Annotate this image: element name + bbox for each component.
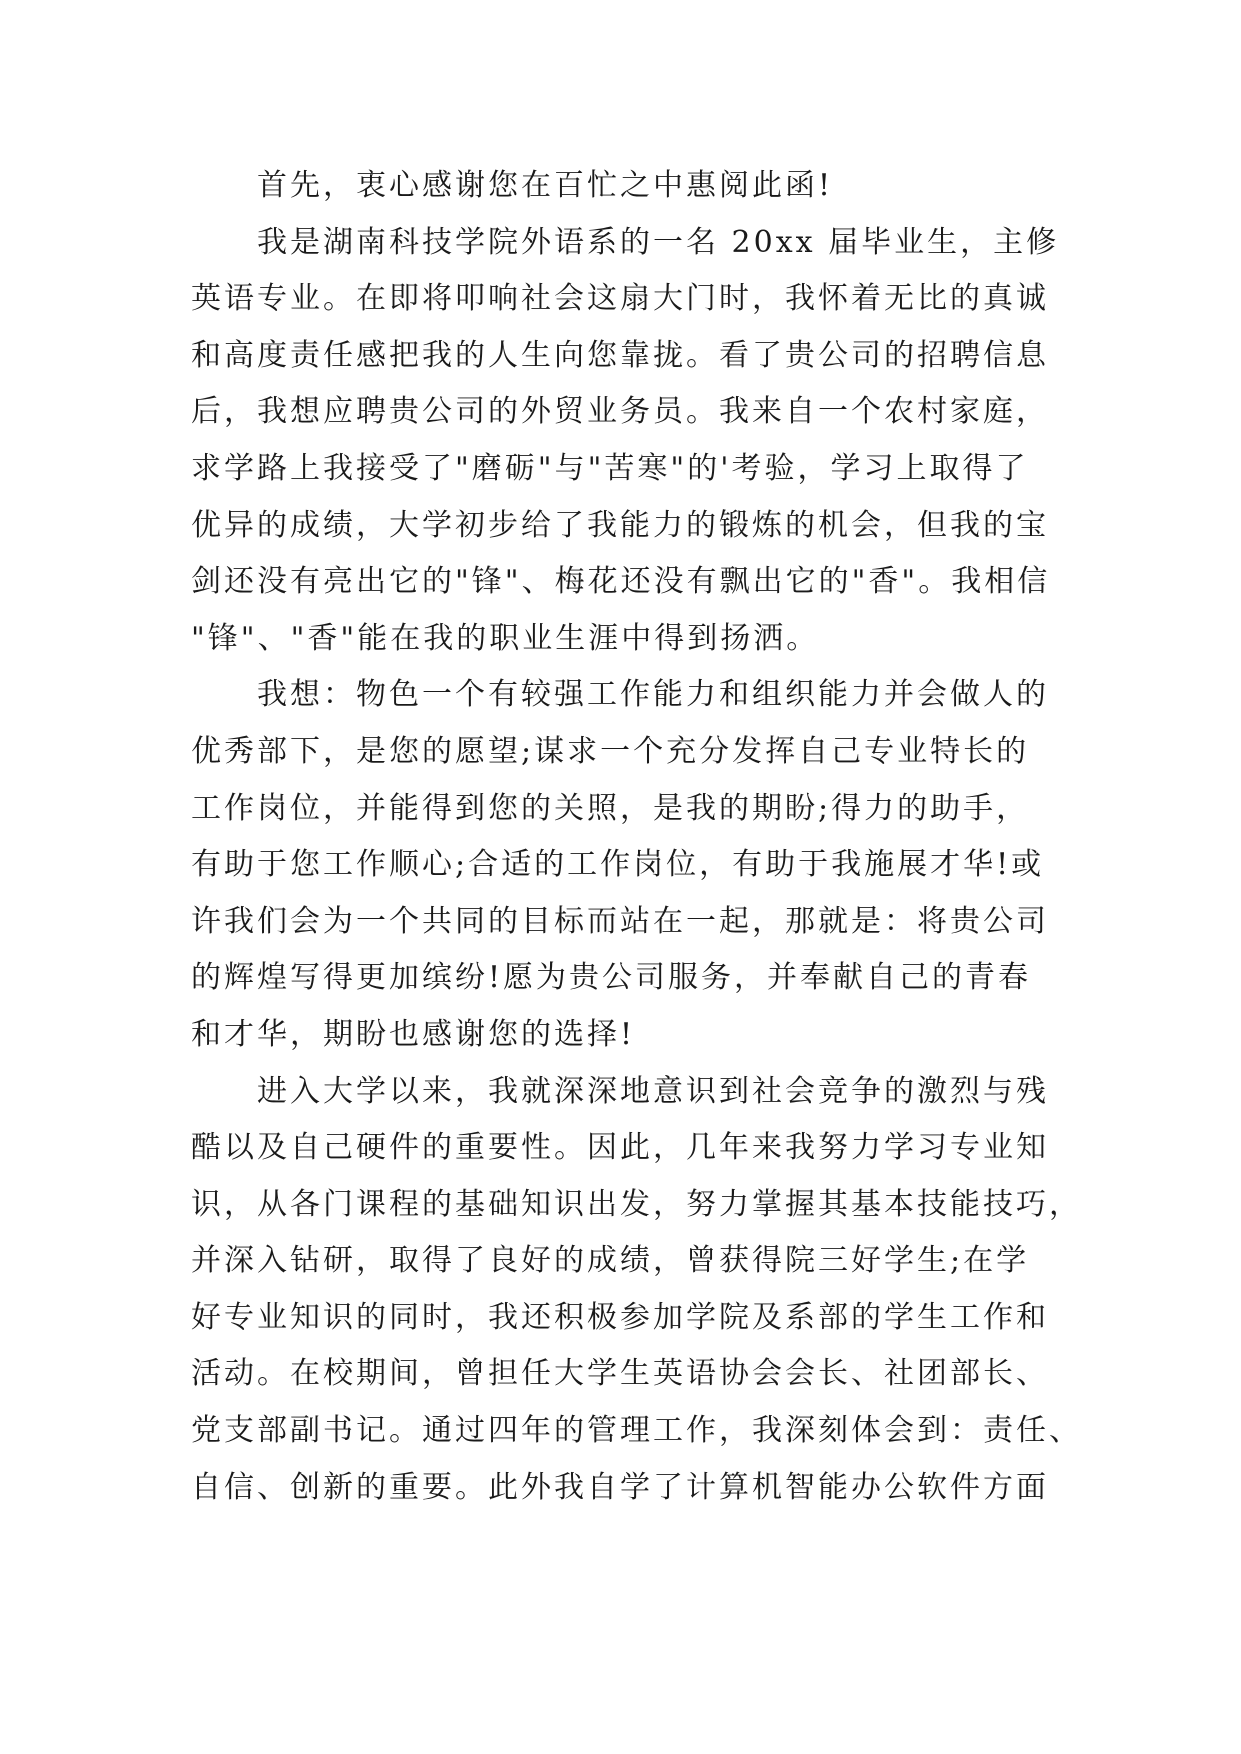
paragraph-4-line-7: 党支部副书记。通过四年的管理工作，我深刻体会到：责任、 (191, 1413, 1082, 1449)
paragraph-2-line-4: 后，我想应聘贵公司的外贸业务员。我来自一个农村家庭， (191, 394, 1049, 430)
paragraph-2-line-6: 优异的成绩，大学初步给了我能力的锻炼的机会，但我的宝 (191, 507, 1049, 543)
paragraph-2-line-2: 英语专业。在即将叩响社会这扇大门时，我怀着无比的真诚 (191, 281, 1049, 317)
paragraph-2-line-3: 和高度责任感把我的人生向您靠拢。看了贵公司的招聘信息 (191, 337, 1049, 373)
paragraph-4-line-3: 识，从各门课程的基础知识出发，努力掌握其基本技能技巧， (191, 1186, 1082, 1222)
paragraph-2-line-1: 我是湖南科技学院外语系的一名 20xx 届毕业生，主修 (257, 224, 1060, 260)
paragraph-3-line-1: 我想：物色一个有较强工作能力和组织能力并会做人的 (257, 677, 1049, 713)
paragraph-4-line-5: 好专业知识的同时，我还积极参加学院及系部的学生工作和 (191, 1299, 1049, 1335)
paragraph-4-line-6: 活动。在校期间，曾担任大学生英语协会会长、社团部长、 (191, 1356, 1049, 1392)
paragraph-3-line-2: 优秀部下，是您的愿望;谋求一个充分发挥自己专业特长的 (191, 733, 1030, 769)
letter-body (191, 158, 1082, 1516)
paragraph-3-line-5: 许我们会为一个共同的目标而站在一起，那就是：将贵公司 (191, 903, 1049, 939)
paragraph-3-line-7: 和才华，期盼也感谢您的选择! (191, 1016, 636, 1052)
paragraph-3-line-4: 有助于您工作顺心;合适的工作岗位，有助于我施展才华!或 (191, 847, 1045, 883)
paragraph-2-line-8: "锋"、"香"能在我的职业生涯中得到扬洒。 (191, 620, 820, 656)
paragraph-4-line-4: 并深入钻研，取得了良好的成绩，曾获得院三好学生;在学 (191, 1243, 1030, 1279)
paragraph-3-line-6: 的辉煌写得更加缤纷!愿为贵公司服务，并奉献自己的青春 (191, 960, 1032, 996)
paragraph-1-line-1: 首先，衷心感谢您在百忙之中惠阅此函! (257, 168, 834, 203)
paragraph-3-line-3: 工作岗位，并能得到您的关照，是我的期盼;得力的助手， (191, 790, 1030, 826)
paragraph-4-line-8: 自信、创新的重要。此外我自学了计算机智能办公软件方面 (191, 1469, 1049, 1505)
paragraph-2-line-5: 求学路上我接受了"磨砺"与"苦寒"的'考验，学习上取得了 (191, 450, 1029, 486)
paragraph-4-line-2: 酷以及自己硬件的重要性。因此，几年来我努力学习专业知 (191, 1130, 1049, 1166)
paragraph-4-line-1: 进入大学以来，我就深深地意识到社会竞争的激烈与残 (257, 1073, 1049, 1109)
paragraph-2-line-7: 剑还没有亮出它的"锋"、梅花还没有飘出它的"香"。我相信 (191, 564, 1051, 600)
